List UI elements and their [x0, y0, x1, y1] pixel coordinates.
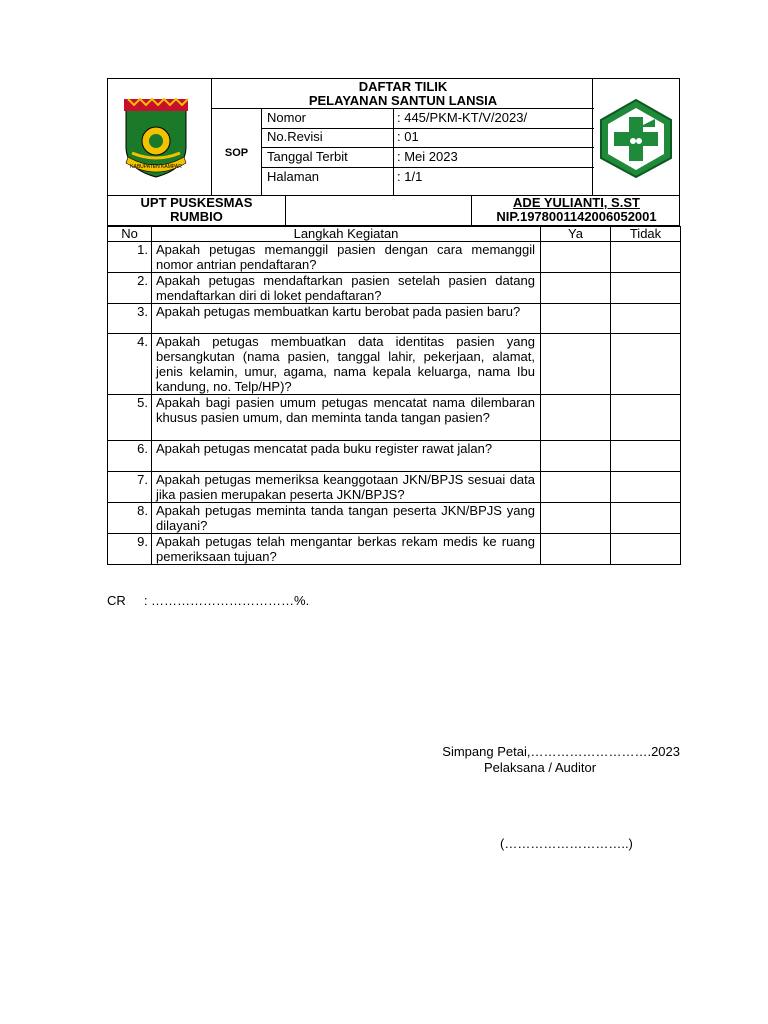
svg-text:KABUPATEN KAMPAR: KABUPATEN KAMPAR [130, 164, 182, 170]
answer-no-cell[interactable] [611, 395, 681, 441]
row-question: Apakah bagi pasien umum petugas mencatat nama dilembaran khusus pasien umum, dan meminta tanda tangan pasien? [152, 395, 541, 441]
col-header-yes: Ya [541, 227, 611, 242]
table-row [108, 334, 681, 395]
unit-head [472, 195, 681, 226]
answer-yes-cell[interactable] [541, 242, 611, 273]
row-question: Apakah petugas telah mengantar berkas rekam medis ke ruang pemeriksaan tujuan? [152, 534, 541, 565]
answer-yes-cell[interactable] [541, 441, 611, 472]
compliance-rate: CR : ……………………………%. [107, 593, 310, 608]
row-question: Apakah petugas memanggil pasien dengan cara memanggil nomor antrian pendaftaran? [152, 242, 541, 273]
sop-label: SOP [212, 109, 262, 196]
head-name: ADE YULIANTI, S.ST [513, 195, 640, 210]
answer-no-cell[interactable] [611, 472, 681, 503]
answer-no-cell[interactable] [611, 242, 681, 273]
row-question: Apakah petugas mendaftarkan pasien setelah pasien datang mendaftarkan diri di loket pendaftaran? [152, 273, 541, 304]
col-header-step: Langkah Kegiatan [152, 227, 541, 242]
answer-no-cell[interactable] [611, 534, 681, 565]
meta-key: No.Revisi [267, 129, 323, 144]
row-number: 4. [108, 334, 152, 395]
row-number: 2. [108, 273, 152, 304]
table-row [108, 304, 681, 334]
meta-row-revisi [262, 128, 594, 148]
answer-yes-cell[interactable] [541, 304, 611, 334]
table-row [108, 242, 681, 273]
meta-row-halaman [262, 168, 594, 196]
unit-blank-cell [286, 195, 472, 225]
unit-row [107, 195, 680, 226]
meta-key: Tanggal Terbit [267, 149, 348, 164]
answer-yes-cell[interactable] [541, 534, 611, 565]
table-row [108, 534, 681, 565]
meta-value: : 01 [397, 129, 419, 144]
meta-row-tanggal [262, 148, 594, 168]
meta-row-nomor [262, 109, 594, 129]
signature-place-date: Simpang Petai,……………………….2023 [442, 744, 680, 759]
answer-yes-cell[interactable] [541, 334, 611, 395]
row-question: Apakah petugas memeriksa keanggotaan JKN/BPJS sesuai data jika pasien merupakan peserta JKN/BPJS? [152, 472, 541, 503]
col-header-no: No [108, 227, 152, 242]
meta-key: Nomor [267, 110, 307, 125]
answer-no-cell[interactable] [611, 273, 681, 304]
row-number: 1. [108, 242, 152, 273]
head-nip: NIP.1978001142006052001 [496, 209, 657, 224]
left-logo-cell [108, 79, 212, 196]
row-number: 6. [108, 441, 152, 472]
answer-no-cell[interactable] [611, 334, 681, 395]
signature-name: (………………………..) [500, 836, 633, 851]
table-row [108, 273, 681, 304]
answer-yes-cell[interactable] [541, 273, 611, 304]
meta-value: : 445/PKM-KT/V/2023/ [397, 110, 528, 125]
row-question: Apakah petugas mencatat pada buku register rawat jalan? [152, 441, 541, 472]
table-row [108, 395, 681, 441]
answer-no-cell[interactable] [611, 441, 681, 472]
table-row [108, 472, 681, 503]
table-row [108, 441, 681, 472]
row-question: Apakah petugas membuatkan data identitas pasien yang bersangkutan (nama pasien, tanggal lahir, pekerjaan, alamat, jenis kelamin, umur, agama, nama kepala keluarga, nama Ibu kandung, no. Telp/HP)? [152, 334, 541, 395]
col-header-no-answer: Tidak [611, 227, 681, 242]
meta-key: Halaman [267, 169, 320, 184]
row-number: 9. [108, 534, 152, 565]
right-logo-cell [592, 79, 679, 196]
row-question: Apakah petugas meminta tanda tangan peserta JKN/BPJS yang dilayani? [152, 503, 541, 534]
answer-no-cell[interactable] [611, 503, 681, 534]
answer-yes-cell[interactable] [541, 472, 611, 503]
unit-name: UPT PUSKESMAS RUMBIO [108, 195, 286, 225]
document-header [107, 78, 680, 196]
meta-value: : Mei 2023 [397, 149, 458, 164]
puskesmas-logo-icon [595, 97, 677, 179]
answer-yes-cell[interactable] [541, 503, 611, 534]
answer-no-cell[interactable] [611, 304, 681, 334]
signature-role: Pelaksana / Auditor [484, 760, 597, 775]
row-number: 8. [108, 503, 152, 534]
kabupaten-kampar-emblem-icon [120, 97, 192, 179]
row-number: 5. [108, 395, 152, 441]
title-line-2: PELAYANAN SANTUN LANSIA [308, 93, 498, 108]
checklist-table [107, 226, 681, 565]
table-row [108, 503, 681, 534]
meta-value: : 1/1 [397, 169, 423, 184]
row-question: Apakah petugas membuatkan kartu berobat pada pasien baru? [152, 304, 541, 334]
title-line-1: DAFTAR TILIK [358, 79, 448, 94]
answer-yes-cell[interactable] [541, 395, 611, 441]
row-number: 7. [108, 472, 152, 503]
table-header-row [108, 227, 681, 242]
document-title [212, 79, 594, 109]
row-number: 3. [108, 304, 152, 334]
